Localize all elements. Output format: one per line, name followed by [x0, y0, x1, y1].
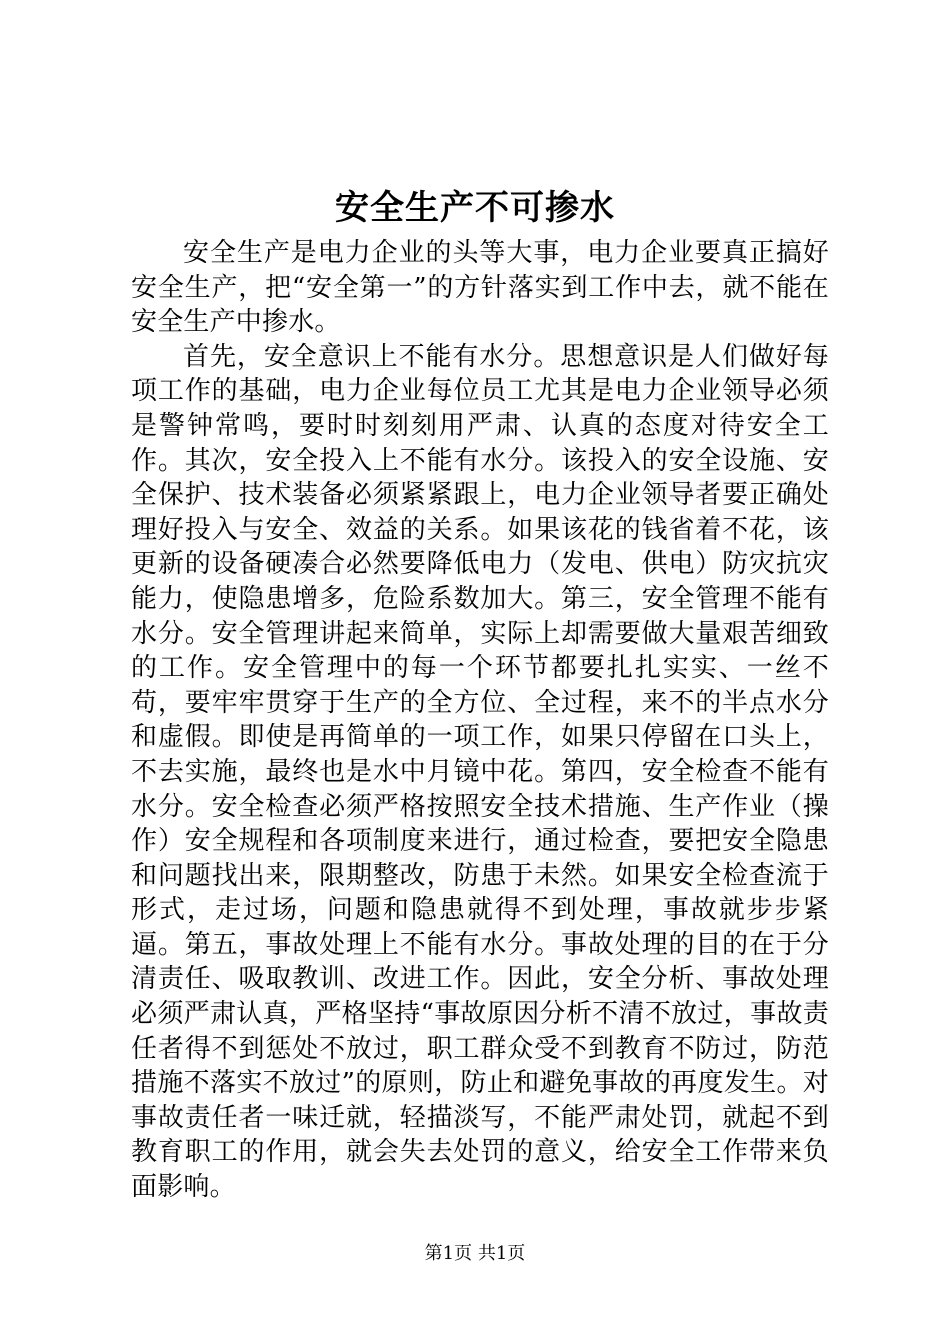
paragraph-intro: 安全生产是电力企业的头等大事，电力企业要真正搞好安全生产，把“安全第一”的方针落实到工作中去，就不能在安全生产中掺水。 [131, 238, 829, 338]
document-title: 安全生产不可掺水 [335, 188, 615, 228]
document-body [131, 236, 829, 1205]
page-number-footer: 第1页 共1页 [424, 1243, 526, 1264]
paragraph-main: 首先，安全意识上不能有水分。思想意识是人们做好每项工作的基础，电力企业每位员工尤其是电力企业领导必须是警钟常鸣，要时时刻刻用严肃、认真的态度对待安全工作。其次，安全投入上不能有水分。该投入的安全设施、安全保护、技术装备必须紧紧跟上，电力企业领导者要正确处理好投入与安全、效益的关系。如果该花的钱省着不花，该更新的设备硬凑合必然要降低电力（发电、供电）防灾抗灾能力，使隐患增多，危险系数加大。第三，安全管理不能有水分。安全管理讲起来简单，实际上却需要做大量艰苦细致的工作。安全管理中的每一个环节都要扎扎实实、一丝不苟，要牢牢贯穿于生产的全方位、全过程，来不的半点水分和虚假。即使是再简单的一项工作，如果只停留在口头上，不去实施，最终也是水中月镜中花。第四，安全检查不能有水分。安全检查必须严格按照安全技术措施、生产作业（操作）安全规程和各项制度来进行，通过检查，要把安全隐患和问题找出来，限期整改，防患于未然。如果安全检查流于形式，走过场，问题和隐患就得不到处理，事故就步步紧逼。第五，事故处理上不能有水分。事故处理的目的在于分清责任、吸取教训、改进工作。因此，安全分析、事故处理必须严肃认真，严格坚持“事故原因分析不清不放过，事故责任者得不到惩处不放过，职工群众受不到教育不防过，防范措施不落实不放过”的原则，防止和避免事故的再度发生。对事故责任者一味迁就，轻描淡写，不能严肃处罚，就起不到教育职工的作用，就会失去处罚的意义，给安全工作带来负面影响。 [131, 341, 829, 1203]
